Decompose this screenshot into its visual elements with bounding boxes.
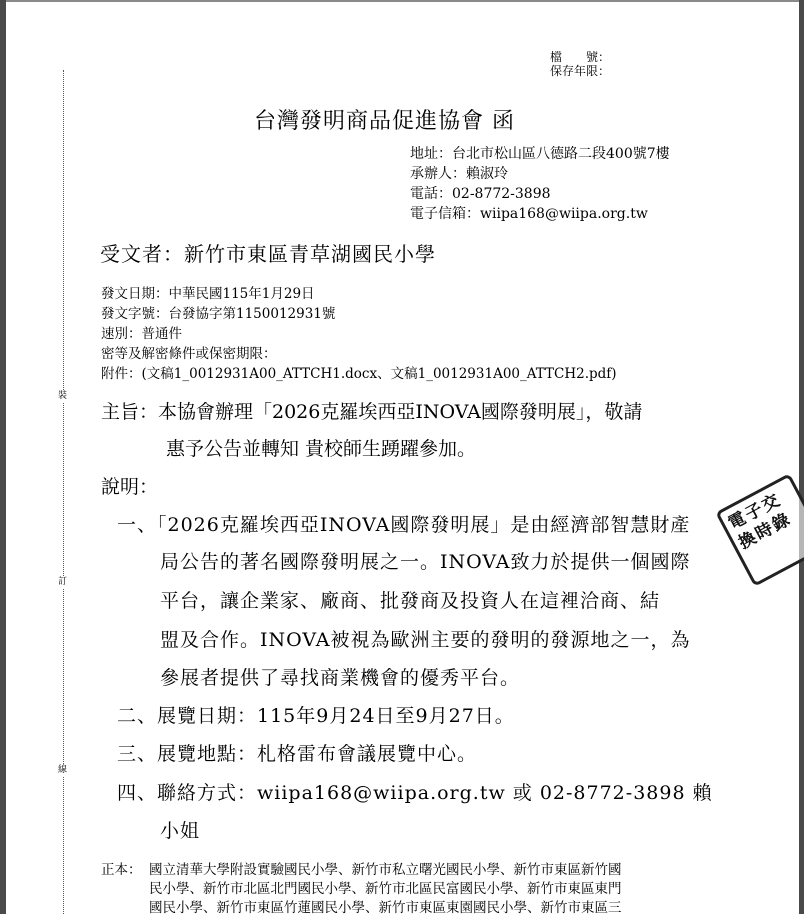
sender-handler: 承辦人：賴淑玲 bbox=[410, 166, 508, 182]
archive-file-number: 檔 號： bbox=[550, 50, 611, 64]
window-top-edge bbox=[0, 0, 804, 2]
item-one-line-1: 一、「2026克羅埃西亞INOVA國際發明展」是由經濟部智慧財產 bbox=[117, 514, 691, 536]
sender-address: 地址：台北市松山區八德路二段400號7樓 bbox=[410, 146, 670, 162]
explanation-label: 說明： bbox=[101, 476, 159, 498]
cc-line-2: 民小學、新竹市北區北門國民小學、新竹市北區民富國民小學、新竹市東區東門 bbox=[149, 881, 622, 897]
subject-line-2: 惠予公告並轉知 貴校師生踴躍參加。 bbox=[166, 438, 477, 460]
sender-email: 電子信箱：wiipa168@wiipa.org.tw bbox=[410, 206, 648, 222]
issue-date: 發文日期：中華民國115年1月29日 bbox=[101, 286, 315, 302]
document-title: 台灣發明商品促進協會 函 bbox=[254, 109, 515, 134]
electronic-exchange-stamp bbox=[715, 473, 804, 587]
recipient: 受文者：新竹市東區青草湖國民小學 bbox=[100, 242, 436, 266]
stamp-text: 電子交換時錄 bbox=[725, 489, 796, 554]
sender-phone: 電話：02-8772-3898 bbox=[410, 186, 551, 202]
item-three: 三、展覽地點：札格雷布會議展覽中心。 bbox=[117, 743, 478, 765]
binding-dotted-line bbox=[63, 70, 64, 914]
viewer-left-border bbox=[0, 0, 6, 914]
viewer-right-border bbox=[799, 0, 804, 914]
item-one-line-5: 參展者提供了尋找商業機會的優秀平台。 bbox=[160, 667, 521, 689]
secrecy-level: 密等及解密條件或保密期限： bbox=[101, 346, 277, 362]
item-two: 二、展覽日期：115年9月24日至9月27日。 bbox=[117, 705, 515, 727]
subject-line-1: 主旨：本協會辦理「2026克羅埃西亞INOVA國際發明展」，敬請 bbox=[101, 401, 643, 423]
cc-label: 正本： bbox=[101, 862, 142, 878]
item-one-line-3: 平台，讓企業家、廠商、批發商及投資人在這裡洽商、結 bbox=[160, 590, 661, 612]
attachments: 附件：(文稿1_0012931A00_ATTCH1.docx、文稿1_0012931A00_ATTCH2.pdf) bbox=[101, 366, 617, 382]
binding-mark-ding: 訂 bbox=[58, 577, 68, 587]
item-four-line-1: 四、聯絡方式：wiipa168@wiipa.org.tw 或 02-8772-3898 賴 bbox=[117, 782, 713, 804]
item-one-line-4: 盟及合作。INOVA被視為歐洲主要的發明的發源地之一，為 bbox=[160, 629, 691, 651]
document-number: 發文字號：台發協字第1150012931號 bbox=[101, 306, 336, 322]
delivery-speed: 速別：普通件 bbox=[101, 326, 182, 342]
archive-retention-period: 保存年限： bbox=[550, 64, 611, 78]
binding-mark-zhuang: 裝 bbox=[58, 391, 68, 401]
cc-line-1: 國立清華大學附設實驗國民小學、新竹市私立曙光國民小學、新竹市東區新竹國 bbox=[149, 862, 622, 878]
item-four-line-2: 小姐 bbox=[160, 820, 201, 842]
cc-line-3: 國民小學、新竹市東區竹蓮國民小學、新竹市東區東園國民小學、新竹市東區三 bbox=[149, 900, 622, 916]
binding-mark-xian: 線 bbox=[58, 765, 68, 775]
item-one-line-2: 局公告的著名國際發明展之一。INOVA致力於提供一個國際 bbox=[160, 551, 691, 573]
